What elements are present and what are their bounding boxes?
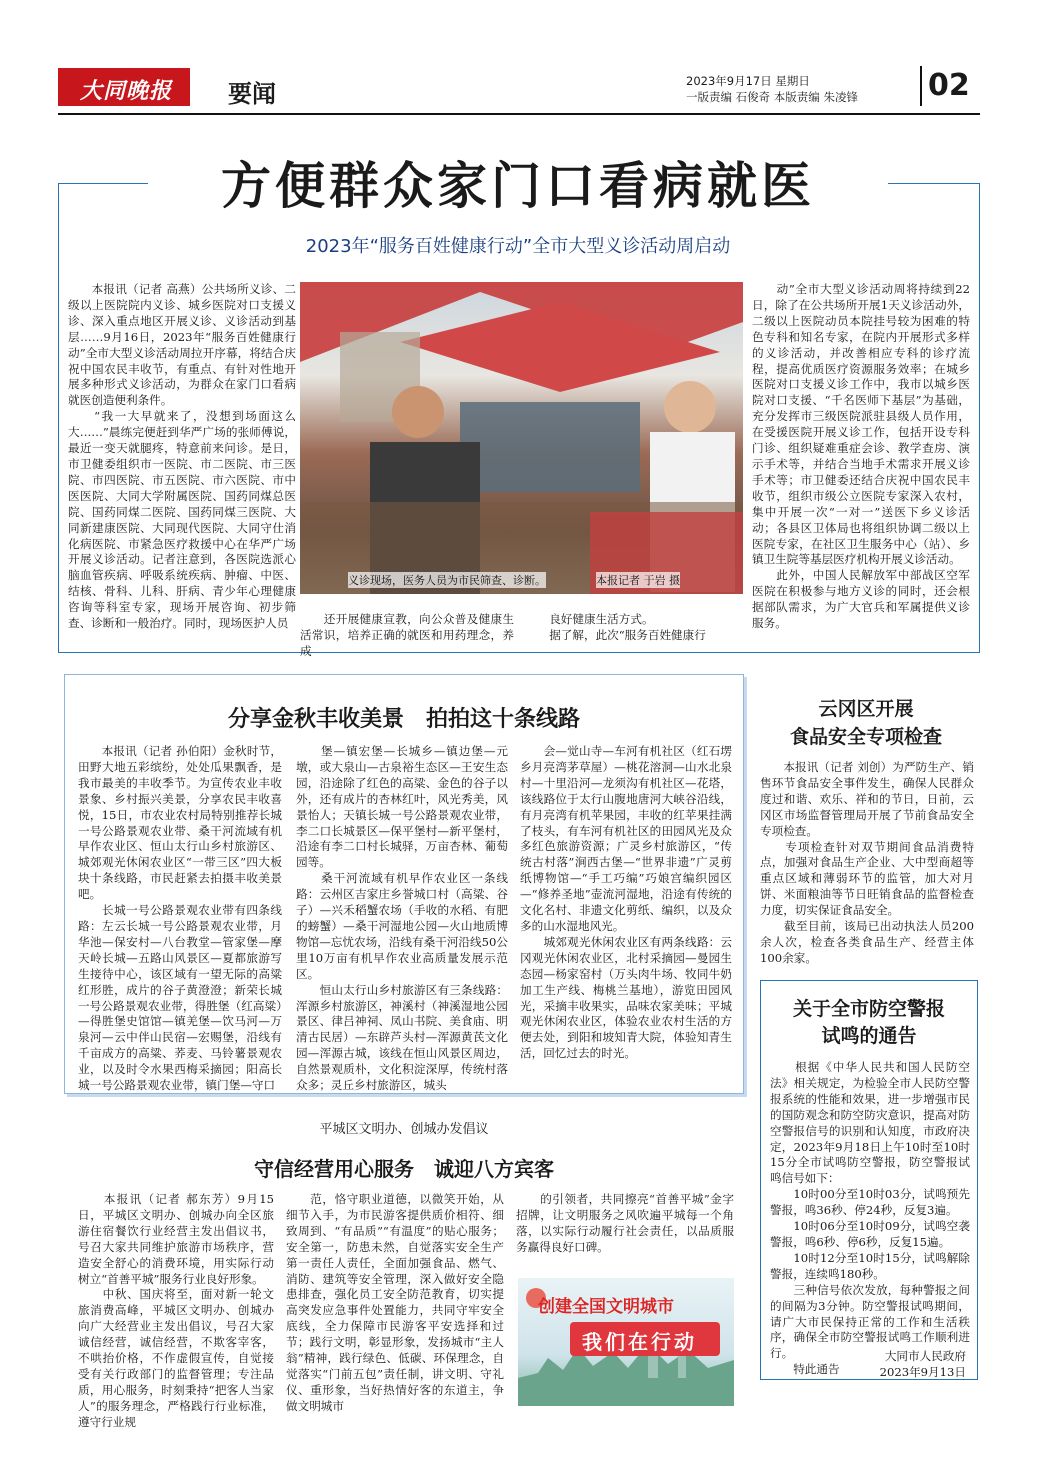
- lead-below-photo-a: 还开展健康宣教，向公众普及健康生活常识，培养正确的就医和用药理念，养成: [300, 612, 514, 658]
- notice-headline-l1: 关于全市防空警报: [792, 998, 945, 1020]
- lead-subhead: 2023年“服务百姓健康行动”全市大型义诊活动周启动: [305, 236, 731, 257]
- notice-sign-date: 2023年9月13日: [879, 1365, 966, 1379]
- civilized-city-banner: [518, 1278, 734, 1406]
- photo-caption: 义诊现场，医务人员为市民筛查、诊断。: [348, 574, 546, 587]
- lead-col-1: 本报讯（记者 高燕）公共场所义诊、二级以上医院院内义诊、城乡医院对口支援义诊、深入重点地区开展义诊、义诊活动到基层……9月16日，2023年“服务百姓健康行动”全市大型义诊活动周拉开序幕，将结合庆祝中国农民丰收节，有重点、有针对性地开展多种形式义诊活动，为群众在家门口看病就医创造便利条件。 “我一大早就来了，没想到场面这么大……”晨练完便赶到华严广场的张师傅说，最近一变天就腿疼，特意前来问诊。是日，市卫健委组织市一医院、市二医院、市三医院、市四医院、市五医院、市六医院、市中医医院、大同大学附属医院、国药同煤总医院、国药同煤二医院、国药同煤三医院、大同新建康医院、大同现代医院、大同守仕消化病医院、市紧急医疗救援中心在华严广场开展义诊活动。记者注意到，各医院选派心脑血管疾病、呼吸系统疾病、肿瘤、中医、结核、骨科、儿科、肝病、青少年心理健康咨询等科室专家，现场开展咨询、初步筛查、诊断和一般治疗。同时，现场医护人员: [68, 282, 296, 631]
- food-headline-l2: 食品安全专项检查: [789, 726, 942, 748]
- masthead-separator: [920, 66, 922, 106]
- harvest-col-3: 会—觉山寺—车河有机社区（红石塄乡月亮湾茅草屋）—桃花溶洞—山水北泉村—十里沿河—龙须沟有机社区—花塔，该线路位于太行山腹地唐河大峡谷沿线，有月亮湾有机苹果园，丰收的红苹果挂满了枝头，有车河有机社区的田园风光及众多红色旅游资源；广灵乡村旅游区，“传统古村落”涧西古堡—“世界非遗”广灵剪纸博物馆—“手工巧编”巧娘宫编织园区—“修养圣地”壶流河湿地，沿途有传统的文化名村、非遗文化剪纸、编织，以及众多的山水湿地风光。 城郊观光休闲农业区有两条线路：云冈观光休闲农业区，北村采摘园—曼园生态园—杨家窑村（万头肉牛场、牧同牛奶加工生产线、梅桃兰基地），游览田园风光，采摘丰收果实，品味农家美味；平城观光休闲农业区，体验农业农村生活的方便去处，到阳和坡知青大院，体验知青生活，回忆过去的时光。: [520, 744, 732, 1061]
- photo-credit: 本报记者 于岩 摄: [596, 574, 680, 587]
- civility-headline: 守信经营用心服务 诚迎八方宾客: [254, 1157, 554, 1181]
- civility-col-3: 的引领者，共同擦亮“首善平城”金字招牌，让文明服务之风吹遍平城每一个角落，以实际行动履行社会责任，以品质服务赢得良好口碑。: [516, 1192, 734, 1254]
- banner-title: 创建全国文明城市: [538, 1297, 674, 1317]
- lead-photo: [300, 282, 743, 594]
- notice-headline-l2: 试鸣的通告: [821, 1025, 917, 1047]
- issue-date: 2023年9月17日 星期日: [686, 74, 810, 88]
- lead-col-4: 动”全市大型义诊活动周将持续到22日，除了在公共场所开展1天义诊活动外，二级以上医院动员本院挂号较为困难的特色专科和知名专家，在院内开展形式多样的义诊活动，并改善相应专科的诊疗流程，提高优质医疗资源服务效率；在城乡医院对口支援义诊工作中，我市以城乡医院对口支援、“千名医师下基层”为基础，充分发挥市三级医院派驻县级人员作用，在受援医院开展义诊工作，包括开设专科门诊、组织疑难重症会诊、教学查房、演示手术等，并结合当地手术需求开展义诊手术等；市卫健委还结合庆祝中国农民丰收节，组织市级公立医院专家深入农村，集中开展一次“一对一”送医下乡义诊活动；各县区卫体局也将组织协调二级以上医院专家，在社区卫生服务中心（站）、乡镇卫生院等基层医疗机构开展义诊活动。 此外，中国人民解放军中部战区空军医院在积极参与地方义诊的同时，还会根据部队需求，为广大官兵和军属提供义诊服务。: [752, 282, 970, 631]
- logo-text: 大同晚报: [80, 79, 173, 104]
- harvest-headline: 分享金秋丰收美景 拍拍这十条线路: [227, 707, 580, 732]
- harvest-col-2: 堡—镇宏堡—长城乡—镇边堡—元墩，或大泉山—古泉裕生态区—王安生态园，沿途除了红色的高粱、金色的谷子以外，还有成片的杏林红叶，风光秀美，风景怡人；天镇长城一号公路景观农业带，李二口长城景区—保平堡村—新平堡村，沿途有李二口村长城驿，万亩杏林、葡萄园等。 桑干河流域有机早作农业区一条线路：云州区吉家庄乡誉城口村（高粱、谷子）—兴禾稻蟹农场（手收的水稻、有肥的螃蟹）—桑干河湿地公园—火山地质博物馆—忘忧农场，沿线有桑干河沿线50公里10万亩有机早作农业高质量发展示范区。 恒山太行山乡村旅游区有三条线路：浑源乡村旅游区，神溪村（神溪湿地公园景区、律吕神祠、凤山书院、美食庙、明清古民居）—东辟芦头村—浑源黄芪文化园—浑源古城，该线在恒山风景区周边，自然景观质朴，文化积淀深厚，传统村落众多；灵丘乡村旅游区，城头: [296, 744, 508, 1093]
- photo-illustration: [300, 282, 743, 594]
- food-headline-l1: 云冈区开展: [818, 698, 914, 720]
- page-editors: 一版责编 石俊奇 本版责编 朱凌锋: [686, 90, 858, 104]
- page-number: 02: [928, 68, 970, 103]
- logo-block: [58, 68, 190, 106]
- civility-col-2: 范，恪守职业道德，以微笑开始，从细节入手，为市民游客提供质价相符、细致周到、“有品质”“有温度”的贴心服务；安全第一，防患未然，自觉落实安全生产第一责任人责任，全面加强食品、燃气、消防、建筑等安全管理，深入做好安全隐患排查，强化员工安全防范教育，切实提高突发应急事件处置能力，共同守牢安全底线，全力保障市民游客平安选择和过节；践行文明，彰显形象，发扬城市“主人翁”精神，践行绿色、低碳、环保理念，自觉落实“门前五包”责任制，讲文明、守礼仪、重形象，当好热情好客的东道主，争做文明城市: [286, 1192, 504, 1413]
- notice-signer: 大同市人民政府: [884, 1349, 966, 1363]
- section-name: 要闻: [228, 80, 276, 108]
- civility-kicker: 平城区文明办、创城办发倡议: [319, 1122, 489, 1137]
- banner-subtitle: 我们在行动: [582, 1330, 697, 1354]
- lead-headline: 方便群众家门口看病就医: [221, 157, 815, 215]
- harvest-col-1: 本报讯（记者 孙伯阳）金秋时节，田野大地五彩缤纷，处处瓜果飘香，是我市最美的丰收季节。为宣传农业丰收景象、乡村振兴美景，分享农民丰收喜悦，15日，市农业农村局特别推荐长城一号公路景观农业带、桑干河流域有机早作农业区、恒山太行山乡村旅游区、城郊观光休闲农业区“一带三区”四大板块十条线路，市民赶紧去拍摄丰收美景吧。 长城一号公路景观农业带有四条线路：左云长城一号公路景观农业带，月华池—保安村—八台教堂—管家堡—摩天岭长城—五路山风景区—夏都旅游写生接待中心，该区域有一望无际的高粱红形胜，成片的谷子黄澄澄；新荣长城一号公路景观农业带，得胜堡（红高粱）—得胜堡史馆馆—镇羌堡—饮马河—万泉河—云中伴山民宿—宏赐堡，沿线有千亩成方的高粱、荞麦、马铃薯景观农业，以及时令水果西梅采摘园；阳高长城一号公路景观农业带，镇门堡—守口: [78, 744, 282, 1093]
- notice-body: 根据《中华人民共和国人民防空法》相关规定，为检验全市人民防空警报系统的性能和效果，进一步增强市民的国防观念和防空防灾意识，提高对防空警报信号的识别和认知度，市政府决定，2023年9月18日上午10时至10时15分全市试鸣防空警报，防空警报试鸣信号如下： 10时00分至10时03分，试鸣预先警报，鸣36秒、停24秒，反复3遍。 10时06分至10时09分，试鸣空袭警报，鸣6秒、停6秒，反复15遍。 10时12分至10时15分，试鸣解除警报，连续鸣180秒。 三种信号依次发放，每种警报之间的间隔为3分钟。防空警报试鸣期间，请广大市民保持正常的工作和生活秩序，确保全市防空警报试鸣工作顺利进行。 特此通告: [770, 1060, 970, 1377]
- lead-below-photo-b: 良好健康生活方式。 据了解，此次“服务百姓健康行: [549, 612, 706, 642]
- masthead-rule: [58, 113, 980, 115]
- food-body: 本报讯（记者 刘创）为严防生产、销售环节食品安全事件发生，确保人民群众度过和谐、欢乐、祥和的节日，日前，云冈区市场监督管理局开展了节前食品安全专项检查。 专项检查针对双节期间食品消费特点，加强对食品生产企业、大中型商超等重点区域和薄弱环节的监管，加大对月饼、米面粮油等节日旺销食品的监督检查力度，切实保证食品安全。 截至目前，该局已出动执法人员200余人次，检查各类食品生产、经营主体100余家。: [760, 760, 974, 965]
- masthead: [58, 62, 980, 112]
- civility-col-1: 本报讯（记者 郝东芳）9月15日，平城区文明办、创城办向全区旅游住宿餐饮行业经营主发出倡议书，号召大家共同维护旅游市场秩序，营造安全舒心的消费环境，用实际行动树立“首善平城”服务行业良好形象。 中秋、国庆将至，面对新一轮文旅消费高峰，平城区文明办、创城办向广大经营业主发出倡议，号召大家诚信经营，诚信经营，不欺客宰客，不哄抬价格，不作虚假宣传，自觉接受有关行政部门的监督管理；专注品质，用心服务，时刻秉持“把客人当家人”的服务理念，严格践行行业标准，遵守行业规: [78, 1192, 274, 1429]
